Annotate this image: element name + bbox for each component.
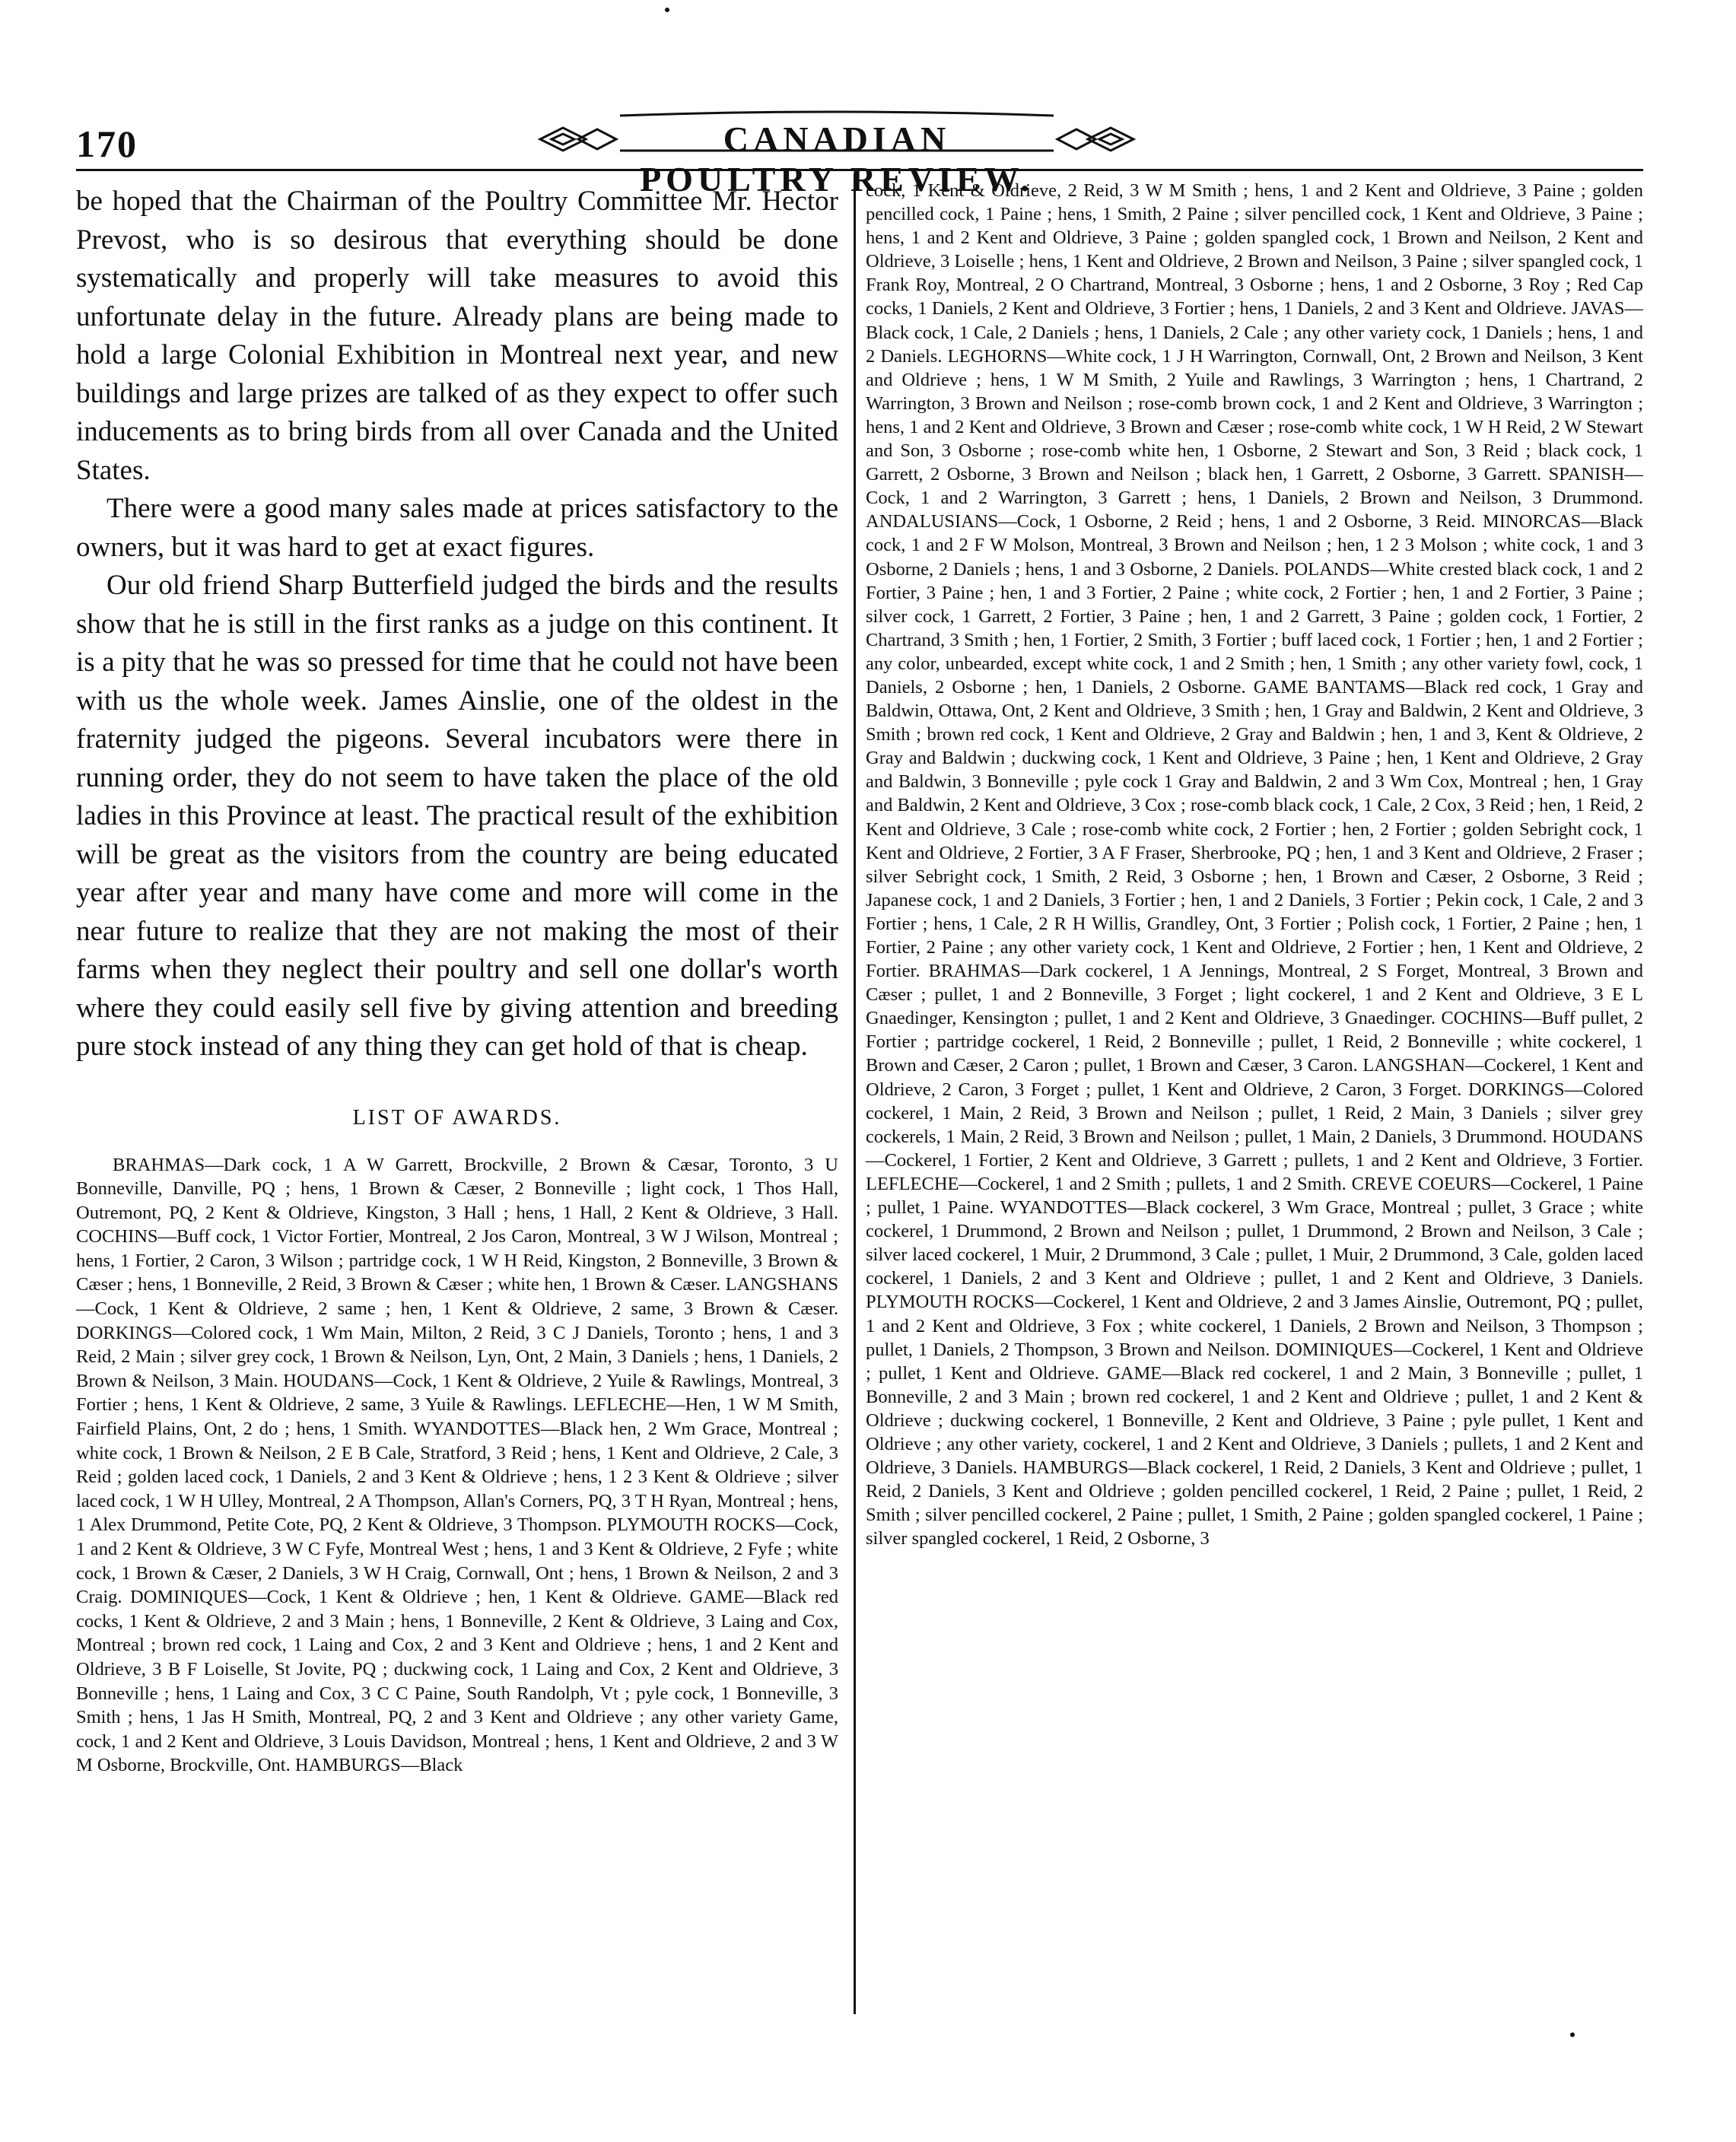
- right-column: [866, 179, 1643, 1550]
- awards-heading: LIST OF AWARDS.: [352, 1105, 562, 1130]
- page-header: [0, 0, 1736, 199]
- header-rule: [76, 169, 1643, 171]
- column-divider: [854, 173, 856, 2014]
- awards-list-right: cock, 1 Kent & Oldrieve, 2 Reid, 3 W M Smith ; hens, 1 and 2 Kent and Oldrieve, 3 Paine ; golden pencilled cock, 1 Paine ; hens, 1 Smith, 2 Paine ; silver pencilled cock, 1 Kent and Oldrieve, 3 Paine ; hens, 1 and 2 Kent and Oldrieve, 3 Paine ; golden spangled cock, 1 Brown and Neilson, 2 Kent and Oldrieve, 3 Loiselle ; hens, 1 Kent and Oldrieve, 2 Brown and Neilson, 3 Paine ; silver spangled cock, 1 Frank Roy, Montreal, 2 O Chartrand, Montreal, 3 Osborne ; hens, 1 and 2 Osborne, 3 Roy ; Red Cap cocks, 1 Daniels, 2 Kent and Oldrieve, 3 Fortier ; hens, 1 Daniels, 2 and 3 Kent and Oldrieve. JAVAS—Black cock, 1 Cale, 2 Daniels ; hens, 1 Daniels, 2 Cale ; any other variety cock, 1 Daniels ; hens, 1 and 2 Daniels. LEGHORNS—White cock, 1 J H Warrington, Cornwall, Ont, 2 Brown and Neilson, 3 Kent and Oldrieve ; hens, 1 W M Smith, 2 Yuile and Rawlings, 3 Warrington ; hens, 1 Chartrand, 2 Warrington, 3 Brown and Neilson ; rose-comb brown cock, 1 and 2 Kent and Oldrieve, 3 Warrington ; hens, 1 and 2 Kent and Oldrieve, 3 Brown and Cæser ; rose-comb white cock, 1 W H Reid, 2 W Stewart and Son, 3 Osborne ; rose-comb white hen, 1 Osborne, 2 Stewart and Son, 3 Reid ; black cock, 1 Garrett, 2 Osborne, 3 Brown and Neilson ; black hen, 1 Garrett, 2 Osborne, 3 Garrett. SPANISH—Cock, 1 and 2 Warrington, 3 Garrett ; hens, 1 Daniels, 2 Brown and Neilson, 3 Drummond. ANDALUSIANS—Cock, 1 Osborne, 2 Reid ; hens, 1 and 2 Osborne, 3 Reid. MINORCAS—Black cock, 1 and 2 F W Molson, Montreal, 3 Brown and Neilson ; hen, 1 2 3 Molson ; white cock, 1 and 3 Osborne, 2 Daniels ; hens, 1 and 3 Osborne, 2 Daniels. POLANDS—White crested black cock, 1 and 2 Fortier, 3 Paine ; hen, 1 and 3 Fortier, 2 Paine ; white cock, 2 Fortier ; hen, 1 and 2 Fortier, 3 Paine ; silver cock, 1 Garrett, 2 Fortier, 3 Paine ; hen, 1 and 2 Garrett, 3 Paine ; golden cock, 1 Fortier, 2 Chartrand, 3 Smith ; hen, 1 Fortier, 2 Smith, 3 Fortier ; buff laced cock, 1 Fortier ; hen, 1 and 2 Fortier ; any color, unbearded, except white cock, 1 and 2 Smith ; hen, 1 Smith ; any other variety fowl, cock, 1 Daniels, 2 Osborne ; hen, 1 Daniels, 2 Osborne. GAME BANTAMS—Black red cock, 1 Gray and Baldwin, Ottawa, Ont, 2 Kent and Oldrieve, 3 Smith ; hen, 1 Gray and Baldwin, 2 Kent and Oldrieve, 3 Smith ; brown red cock, 1 Kent and Oldrieve, 2 Gray and Baldwin ; hen, 1 and 3, Kent & Oldrieve, 2 Gray and Baldwin ; duckwing cock, 1 Kent and Oldrieve, 3 Paine ; hen, 1 Kent and Oldrieve, 2 Gray and Baldwin, 3 Bonneville ; pyle cock 1 Gray and Baldwin, 2 and 3 Wm Cox, Montreal ; hen, 1 Gray and Baldwin, 2 Kent and Oldrieve, 3 Cox ; rose-comb black cock, 1 Cale, 2 Cox, 3 Reid ; hen, 1 Reid, 2 Kent and Oldrieve, 3 Cale ; rose-comb white cock, 2 Fortier ; hen, 2 Fortier ; golden Sebright cock, 1 Kent and Oldrieve, 2 Fortier, 3 A F Fraser, Sherbrooke, PQ ; hen, 1 and 3 Kent and Oldrieve, 2 Fraser ; silver Sebright cock, 1 Smith, 2 Reid, 3 Osborne ; hen, 1 Brown and Cæser, 2 Osborne, 3 Reid ; Japanese cock, 1 and 2 Daniels, 3 Fortier ; hen, 1 and 2 Daniels, 3 Fortier ; Pekin cock, 1 Cale, 2 and 3 Fortier ; hens, 1 Cale, 2 R H Willis, Grandley, Ont, 3 Fortier ; Polish cock, 1 Fortier, 2 Paine ; hen, 1 Fortier, 2 Paine ; any other variety cock, 1 Kent and Oldrieve, 2 Fortier ; hen, 1 Kent and Oldrieve, 2 Fortier. BRAHMAS—Dark cockerel, 1 A Jennings, Montreal, 2 S Forget, Montreal, 3 Brown and Cæser ; pullet, 1 and 2 Bonneville, 3 Forget ; light cockerel, 1 and 2 Kent and Oldrieve, 3 E L Gnaedinger, Kensington ; pullet, 1 and 2 Kent and Oldrieve, 3 Gnaedinger. COCHINS—Buff pullet, 2 Fortier ; partridge cockerel, 1 Reid, 2 Bonneville ; pullet, 1 Reid, 2 Bonneville ; white cockerel, 1 Brown and Cæser, 2 Caron ; pullet, 1 Brown and Cæser, 3 Caron. LANGSHAN—Cockerel, 1 Kent and Oldrieve, 2 Caron, 3 Forget ; pullet, 1 Kent and Oldrieve, 2 Caron, 3 Forget. DORKINGS—Colored cockerel, 1 Main, 2 Reid, 3 Brown and Neilson ; pullet, 1 Reid, 2 Main, 3 Daniels ; silver grey cockerels, 1 Main, 2 Reid, 3 Brown and Neilson ; pullet, 1 Main, 2 Daniels, 3 Drummond. HOUDANS—Cockerel, 1 Fortier, 2 Kent and Oldrieve, 3 Garrett ; pullets, 1 and 2 Kent and Oldrieve, 3 Fortier. LEFLECHE—Cockerel, 1 and 2 Smith ; pullets, 1 and 2 Smith. CREVE COEURS—Cockerel, 1 Paine ; pullet, 1 Paine. WYANDOTTES—Black cockerel, 3 Wm Grace, Montreal ; pullet, 3 Grace ; white cockerel, 1 Drummond, 2 Brown and Neilson ; pullet, 1 Drummond, 2 Brown and Neilson, 3 Cale ; silver laced cockerel, 1 Muir, 2 Drummond, 3 Cale ; pullet, 1 Muir, 2 Drummond, 3 Cale, golden laced cockerel, 1 Daniels, 2 and 3 Kent and Oldrieve ; pullet, 1 and 2 Kent and Oldrieve, 3 Daniels. PLYMOUTH ROCKS—Cockerel, 1 Kent and Oldrieve, 2 and 3 James Ainslie, Outremont, PQ ; pullet, 1 and 2 Kent and Oldrieve, 3 Fox ; white cockerel, 1 Daniels, 2 Brown and Neilson, 3 Thompson ; pullet, 1 Daniels, 2 Thompson, 3 Brown and Neilson. DOMINIQUES—Cockerel, 1 Kent and Oldrieve ; pullet, 1 Kent and Oldrieve. GAME—Black red cockerel, 1 and 2 Main, 3 Bonneville ; pullet, 1 Bonneville, 2 and 3 Main ; brown red cockerel, 1 and 2 Kent and Oldrieve ; pullet, 1 and 2 Kent & Oldrieve ; duckwing cockerel, 1 Bonneville, 2 Kent and Oldrieve, 3 Paine ; pyle pullet, 1 Kent and Oldrieve ; any other variety, cockerel, 1 and 2 Kent and Oldrieve, 3 Daniels ; pullets, 1 and 2 Kent and Oldrieve, 3 Daniels. HAMBURGS—Black cockerel, 1 Reid, 2 Daniels, 3 Kent and Oldrieve ; pullet, 1 Reid, 2 Daniels, 3 Kent and Oldrieve ; golden pencilled cockerel, 1 Reid, 2 Paine ; pullet, 1 Reid, 2 Smith ; silver pencilled cockerel, 2 Paine ; pullet, 1 Smith, 2 Paine ; golden spangled cockerel, 1 Paine ; silver spangled cockerel, 1 Reid, 2 Osborne, 3: [866, 180, 1643, 1549]
- print-speck: [665, 8, 669, 12]
- page-number: 170: [76, 122, 138, 165]
- article-paragraph: There were a good many sales made at prices satisfactory to the owners, but it was hard to get at exact figures.: [76, 493, 838, 563]
- print-speck: [1570, 2032, 1575, 2037]
- article-paragraph: Our old friend Sharp Butterfield judged the birds and the results show that he is still in the first ranks as a judge on this continent. It is a pity that he was so pressed for time that he could not have been with us the whole week. James Ainslie, one of the oldest in the fraternity judged the pigeons. Several incubators were there in running order, they do not seem to have taken the place of the old ladies in this Province at least. The practical result of the exhibition will be great as the visitors from the country are being educated year after year and many have come and more will come in the near future to realize that they are not making the most of their farms when they neglect their poultry and sell one dollar's worth where they could easily sell five by giving attention and breeding pure stock instead of any thing they can get hold of that is cheap.: [76, 570, 838, 1062]
- left-column: [76, 183, 838, 1778]
- masthead: [533, 105, 1141, 199]
- article-paragraph: be hoped that the Chairman of the Poultry Committee Mr. Hector Prevost, who is so desirous that everything should be done systematically and properly will take measures to avoid this unfortunate delay in the future. Already plans are being made to hold a large Colonial Exhibition in Montreal next year, and new buildings and large prizes are talked of as they expect to offer such inducements as to bring birds from all over Canada and the United States.: [76, 186, 838, 486]
- masthead-title: CANADIAN POULTRY REVIEW.: [640, 119, 1034, 199]
- awards-list-left: BRAHMAS—Dark cock, 1 A W Garrett, Brockville, 2 Brown & Cæsar, Toronto, 3 U Bonneville, Danville, PQ ; hens, 1 Brown & Cæser, 2 Bonneville ; light cock, 1 Thos Hall, Outremont, PQ, 2 Kent & Oldrieve, Kingston, 3 Hall ; hens, 1 Hall, 2 Kent & Oldrieve, 3 Hall. COCHINS—Buff cock, 1 Victor Fortier, Montreal, 2 Jos Caron, Montreal, 3 W J Wilson, Montreal ; hens, 1 Fortier, 2 Caron, 3 Wilson ; partridge cock, 1 W H Reid, Kingston, 2 Bonneville, 3 Brown & Cæser ; hens, 1 Bonneville, 2 Reid, 3 Brown & Cæser ; white hen, 1 Brown & Cæser. LANGSHANS—Cock, 1 Kent & Oldrieve, 2 same ; hen, 1 Kent & Oldrieve, 2 same, 3 Brown & Cæser. DORKINGS—Colored cock, 1 Wm Main, Milton, 2 Reid, 3 C J Daniels, Toronto ; hens, 1 and 3 Reid, 2 Main ; silver grey cock, 1 Brown & Neilson, Lyn, Ont, 2 Main, 3 Daniels ; hens, 1 Daniels, 2 Brown & Neilson, 3 Main. HOUDANS—Cock, 1 Kent & Oldrieve, 2 Yuile & Rawlings, Montreal, 3 Fortier ; hens, 1 Kent & Oldrieve, 2 same, 3 Yuile & Rawlings. LEFLECHE—Hen, 1 W M Smith, Fairfield Plains, Ont, 2 do ; hens, 1 Smith. WYANDOTTES—Black hen, 2 Wm Grace, Montreal ; white cock, 1 Brown & Neilson, 2 E B Cale, Stratford, 3 Reid ; hens, 1 Kent and Oldrieve, 2 Cale, 3 Reid ; golden laced cock, 1 Daniels, 2 and 3 Kent & Oldrieve ; hens, 1 2 3 Kent & Oldrieve ; silver laced cock, 1 W H Ulley, Montreal, 2 A Thompson, Allan's Corners, PQ, 3 T H Ryan, Montreal ; hens, 1 Alex Drummond, Petite Cote, PQ, 2 Kent & Oldrieve, 3 Thompson. PLYMOUTH ROCKS—Cock, 1 and 2 Kent & Oldrieve, 3 W C Fyfe, Montreal West ; hens, 1 and 3 Kent & Oldrieve, 2 Fyfe ; white cock, 1 Brown & Cæser, 2 Daniels, 3 W H Craig, Cornwall, Ont ; hens, 1 Brown & Neilson, 2 and 3 Craig. DOMINIQUES—Cock, 1 Kent & Oldrieve ; hen, 1 Kent & Oldrieve. GAME—Black red cocks, 1 Kent & Oldrieve, 2 and 3 Main ; hens, 1 Bonneville, 2 Kent & Oldrieve, 3 Laing and Cox, Montreal ; brown red cock, 1 Laing and Cox, 2 and 3 Kent and Oldrieve ; hens, 1 and 2 Kent and Oldrieve, 3 B F Loiselle, St Jovite, PQ ; duckwing cock, 1 Laing and Cox, 2 Kent and Oldrieve, 3 Bonneville ; hens, 1 Laing and Cox, 3 C C Paine, South Randolph, Vt ; pyle cock, 1 Bonneville, 3 Smith ; hens, 1 Jas H Smith, Montreal, PQ, 2 and 3 Kent and Oldrieve ; any other variety Game, cock, 1 and 2 Kent and Oldrieve, 3 Louis Davidson, Montreal ; hens, 1 Kent and Oldrieve, 2 and 3 W M Osborne, Brockville, Ont. HAMBURGS—Black: [76, 1154, 838, 1776]
